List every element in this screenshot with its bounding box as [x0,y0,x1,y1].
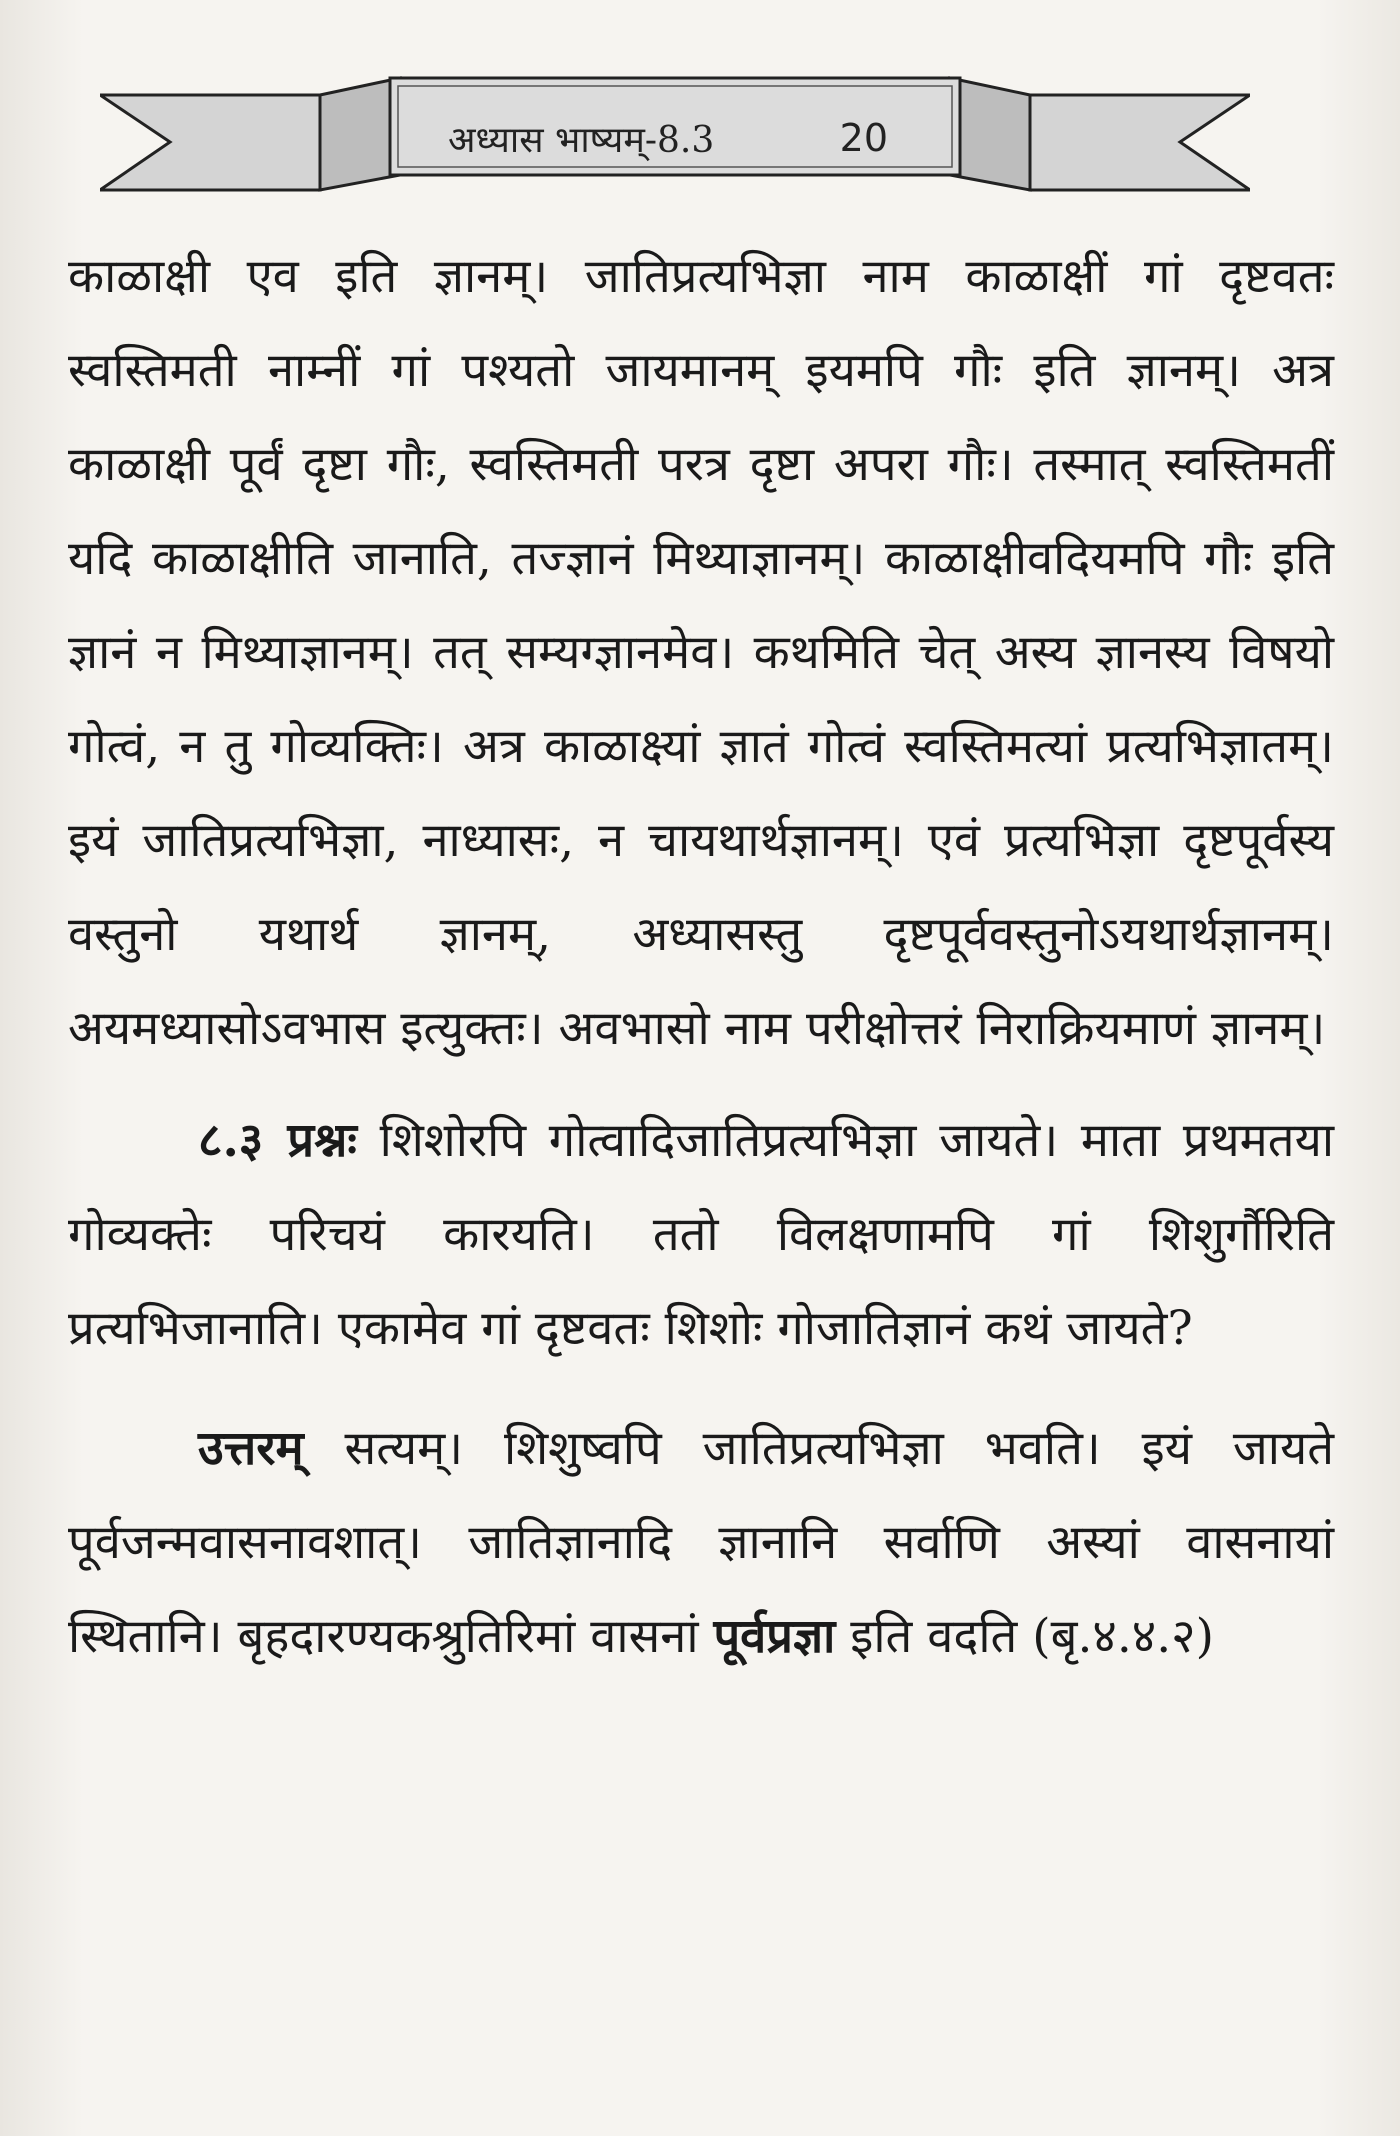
question-text: शिशोरपि गोत्वादिजातिप्रत्यभिज्ञा जायते। माता प्रथमतया गोव्यक्तेः परिचयं कारयति। ततो विलक्षणामपि गां शिशुर्गौरिति प्रत्यभिजानाति। एकामेव गां दृष्टवतः शिशोः गोजातिज्ञानं कथं जायते? [68,1113,1335,1356]
answer-text-part2: इति वदति (बृ.४.४.२) [835,1609,1214,1664]
answer-bold-term: पूर्वप्रज्ञा [713,1609,836,1664]
header-banner [100,70,1250,200]
page-body [68,230,1334,1684]
answer-paragraph [68,1402,1334,1684]
page-number: 20 [839,116,888,160]
question-label: ८.३ प्रश्नः [198,1113,357,1168]
answer-label: उत्तरम् [198,1421,304,1476]
answer-text-part1: सत्यम्। शिशुष्वपि जातिप्रत्यभिज्ञा भवति। इयं जायते पूर्वजन्मवासनावशात्। जातिज्ञानादि ज्ञानानि सर्वाणि अस्यां वासनायां स्थितानि। बृहदारण्यकश्रुतिरिमां वासनां [68,1421,1334,1664]
question-paragraph [68,1094,1334,1376]
banner-label [418,108,938,168]
running-header-title: अध्यास भाष्यम्-8.3 [448,119,715,161]
body-paragraph: काळाक्षी एव इति ज्ञानम्। जातिप्रत्यभिज्ञा नाम काळाक्षीं गां दृष्टवतः स्वस्तिमती नाम्नीं गां पश्यतो जायमानम् इयमपि गौः इति ज्ञानम्। अत्र काळाक्षी पूर्वं दृष्टा गौः, स्वस्तिमती परत्र दृष्टा अपरा गौः। तस्मात् स्वस्तिमतीं यदि काळाक्षीति जानाति, तज्ज्ञानं मिथ्याज्ञानम्। काळाक्षीवदियमपि गौः इति ज्ञानं न मिथ्याज्ञानम्। तत् सम्यग्ज्ञानमेव। कथमिति चेत् अस्य ज्ञानस्य विषयो गोत्वं, न तु गोव्यक्तिः। अत्र काळाक्ष्यां ज्ञातं गोत्वं स्वस्तिमत्यां प्रत्यभिज्ञातम्। इयं जातिप्रत्यभिज्ञा, नाध्यासः, न चायथार्थज्ञानम्। एवं प्रत्यभिज्ञा दृष्टपूर्वस्य वस्तुनो यथार्थ ज्ञानम्, अध्यासस्तु दृष्टपूर्ववस्तुनोऽयथार्थज्ञानम्। अयमध्यासोऽवभास इत्युक्तः। अवभासो नाम परीक्षोत्तरं निराक्रियमाणं ज्ञानम्। [68,249,1334,1056]
